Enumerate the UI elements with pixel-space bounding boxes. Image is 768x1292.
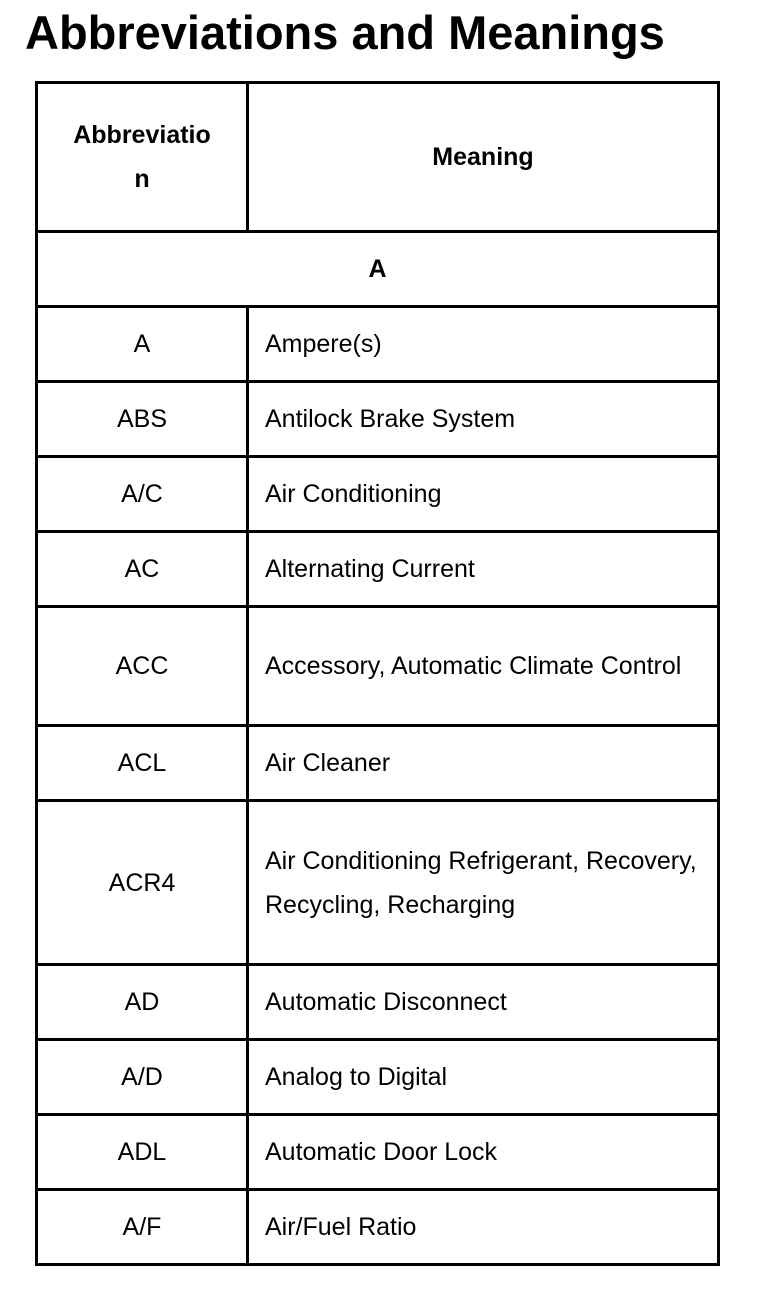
abbreviation-cell: A/C bbox=[37, 457, 248, 532]
abbreviations-table bbox=[35, 81, 720, 1266]
table-row bbox=[37, 1190, 719, 1265]
meaning-cell: Antilock Brake System bbox=[248, 382, 719, 457]
table-row bbox=[37, 532, 719, 607]
meaning-cell: Air Cleaner bbox=[248, 726, 719, 801]
meaning-cell: Air/Fuel Ratio bbox=[248, 1190, 719, 1265]
meaning-cell: Accessory, Automatic Climate Control bbox=[248, 607, 719, 726]
meaning-cell: Air Conditioning bbox=[248, 457, 719, 532]
meaning-cell: Analog to Digital bbox=[248, 1040, 719, 1115]
abbreviation-cell: A bbox=[37, 307, 248, 382]
header-abbreviation: Abbreviation bbox=[37, 83, 248, 232]
abbreviation-cell: A/D bbox=[37, 1040, 248, 1115]
section-row bbox=[37, 232, 719, 307]
abbreviation-cell: ACL bbox=[37, 726, 248, 801]
table-row bbox=[37, 726, 719, 801]
meaning-cell: Ampere(s) bbox=[248, 307, 719, 382]
table-row bbox=[37, 607, 719, 726]
meaning-cell: Automatic Disconnect bbox=[248, 965, 719, 1040]
table-row bbox=[37, 382, 719, 457]
table-row bbox=[37, 1040, 719, 1115]
section-letter: A bbox=[37, 232, 719, 307]
abbreviation-cell: ACR4 bbox=[37, 801, 248, 965]
abbreviation-cell: ACC bbox=[37, 607, 248, 726]
abbreviation-cell: AC bbox=[37, 532, 248, 607]
table-row bbox=[37, 457, 719, 532]
page-title: Abbreviations and Meanings bbox=[25, 6, 665, 59]
table-row bbox=[37, 801, 719, 965]
table-row bbox=[37, 307, 719, 382]
abbreviation-cell: ADL bbox=[37, 1115, 248, 1190]
table-row bbox=[37, 1115, 719, 1190]
table-row bbox=[37, 965, 719, 1040]
meaning-cell: Automatic Door Lock bbox=[248, 1115, 719, 1190]
meaning-cell: Alternating Current bbox=[248, 532, 719, 607]
abbreviation-cell: ABS bbox=[37, 382, 248, 457]
table-header-row bbox=[37, 83, 719, 232]
abbreviation-cell: A/F bbox=[37, 1190, 248, 1265]
header-meaning: Meaning bbox=[248, 83, 719, 232]
meaning-cell: Air Conditioning Refrigerant, Recovery, Recycling, Recharging bbox=[248, 801, 719, 965]
abbreviation-cell: AD bbox=[37, 965, 248, 1040]
